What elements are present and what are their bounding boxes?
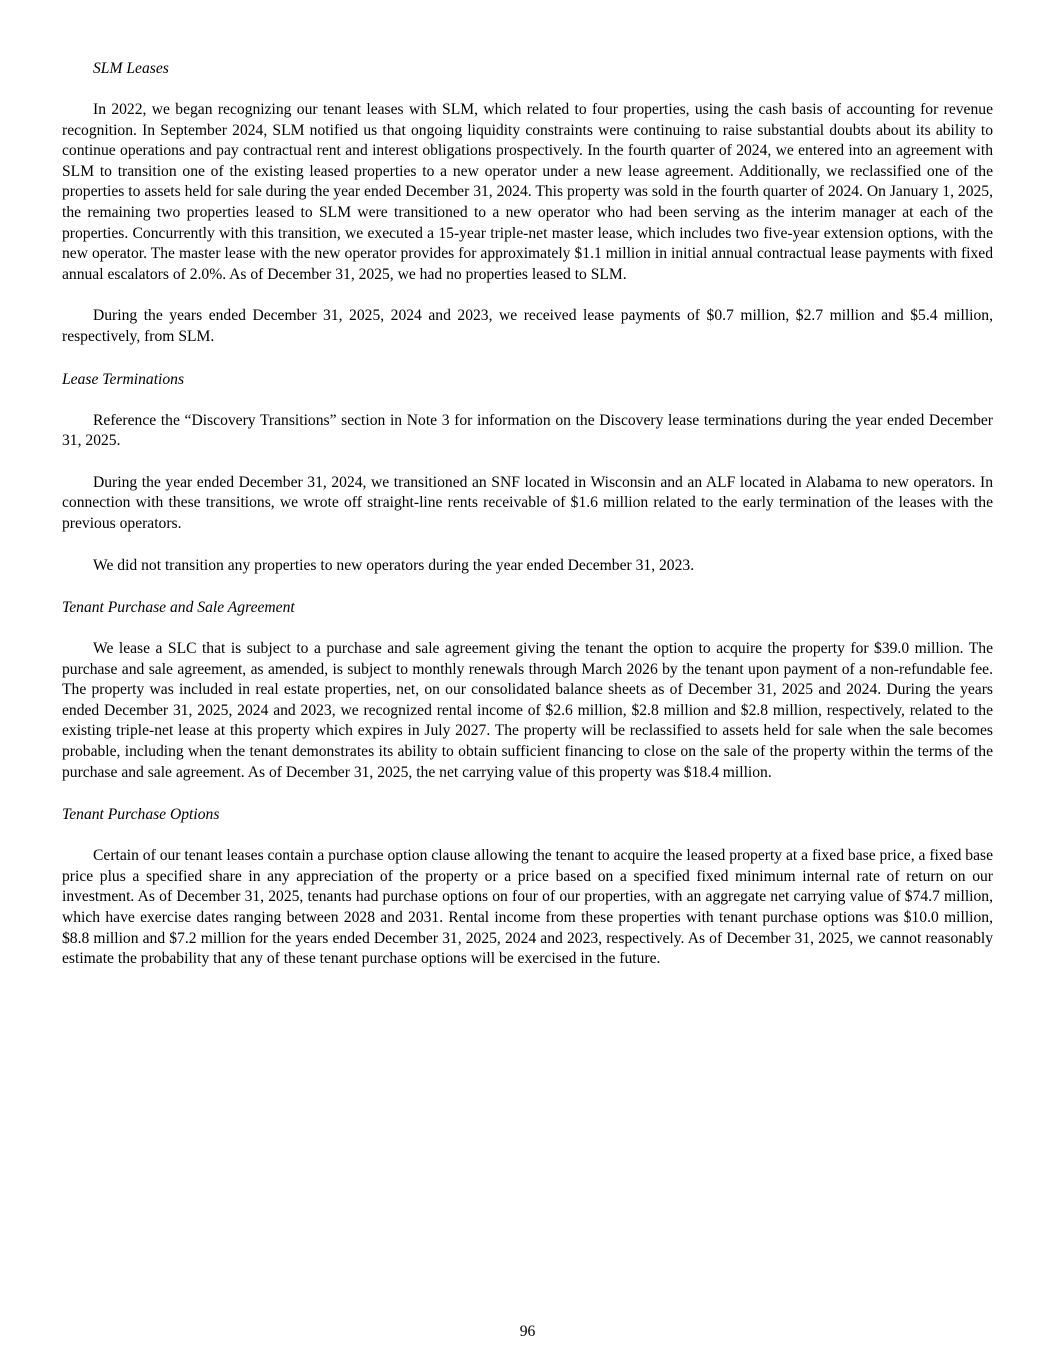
- section-lease-terminations: [62, 369, 993, 577]
- paragraph: Reference the “Discovery Transitions” section in Note 3 for information on the Discovery lease terminations during the year ended December 31, 2025.: [62, 411, 993, 450]
- section-heading: Lease Terminations: [62, 370, 185, 388]
- section-heading: SLM Leases: [93, 60, 169, 77]
- section-heading: Tenant Purchase and Sale Agreement: [62, 599, 295, 617]
- section-slm-leases: [62, 58, 993, 348]
- document-page: [62, 58, 993, 991]
- page-number: 96: [519, 1323, 536, 1340]
- paragraph: Certain of our tenant leases contain a purchase option clause allowing the tenant to acquire the leased property at a fixed base price, a fixed base price plus a specified share in any appreciation of the property or a price based on a specified fixed minimum internal rate of return on our investment. As of December 31, 2025, tenants had purchase options on four of our properties, with an aggregate net carrying value of $74.7 million, which have exercise dates ranging between 2028 and 2031. Rental income from these properties with tenant purchase options was $10.0 million, $8.8 million and $7.2 million for the years ended December 31, 2025, 2024 and 2023, respectively. As of December 31, 2025, we cannot reasonably estimate the probability that any of these tenant purchase options will be exercised in the future.: [62, 847, 993, 968]
- section-tenant-purchase-and-sale-agreement: [62, 597, 993, 783]
- paragraph: In 2022, we began recognizing our tenant leases with SLM, which related to four properties, using the cash basis of accounting for revenue recognition. In September 2024, SLM notified us that ongoing liquidity constraints were continuing to raise substantial doubts about its ability to continue operations and pay contractual rent and interest obligations prospectively. In the fourth quarter of 2024, we entered into an agreement with SLM to transition one of the existing leased properties to a new operator under a new lease agreement. Additionally, we reclassified one of the properties to assets held for sale during the year ended December 31, 2024. This property was sold in the fourth quarter of 2024. On January 1, 2025, the remaining two properties leased to SLM were transitioned to a new operator who had been serving as the interim manager at each of the properties. Concurrently with this transition, we executed a 15-year triple-net master lease, which includes two five-year extension options, with the new operator. The master lease with the new operator provides for approximately $1.1 million in initial annual contractual lease payments with fixed annual escalators of 2.0%. As of December 31, 2025, we had no properties leased to SLM.: [62, 101, 993, 283]
- paragraph: During the year ended December 31, 2024, we transitioned an SNF located in Wisconsin and an ALF located in Alabama to new operators. In connection with these transitions, we wrote off straight-line rents receivable of $1.6 million related to the early termination of the leases with the previous operators.: [62, 473, 993, 532]
- paragraph: We did not transition any properties to new operators during the year ended December 31, 2023.: [93, 556, 695, 574]
- section-heading: Tenant Purchase Options: [62, 806, 220, 824]
- paragraph: We lease a SLC that is subject to a purchase and sale agreement giving the tenant the option to acquire the property for $39.0 million. The purchase and sale agreement, as amended, is subject to monthly renewals through March 2026 by the tenant upon payment of a non-refundable fee. The property was included in real estate properties, net, on our consolidated balance sheets as of December 31, 2025 and 2024. During the years ended December 31, 2025, 2024 and 2023, we recognized rental income of $2.6 million, $2.8 million and $2.8 million, respectively, related to the existing triple-net lease at this property which expires in July 2027. The property will be reclassified to assets held for sale when the sale becomes probable, including when the tenant demonstrates its ability to obtain sufficient financing to close on the sale of the property within the terms of the purchase and sale agreement. As of December 31, 2025, the net carrying value of this property was $18.4 million.: [62, 640, 993, 781]
- paragraph: During the years ended December 31, 2025, 2024 and 2023, we received lease payments of $0.7 million, $2.7 million and $5.4 million, respectively, from SLM.: [62, 307, 993, 345]
- section-tenant-purchase-options: [62, 804, 993, 970]
